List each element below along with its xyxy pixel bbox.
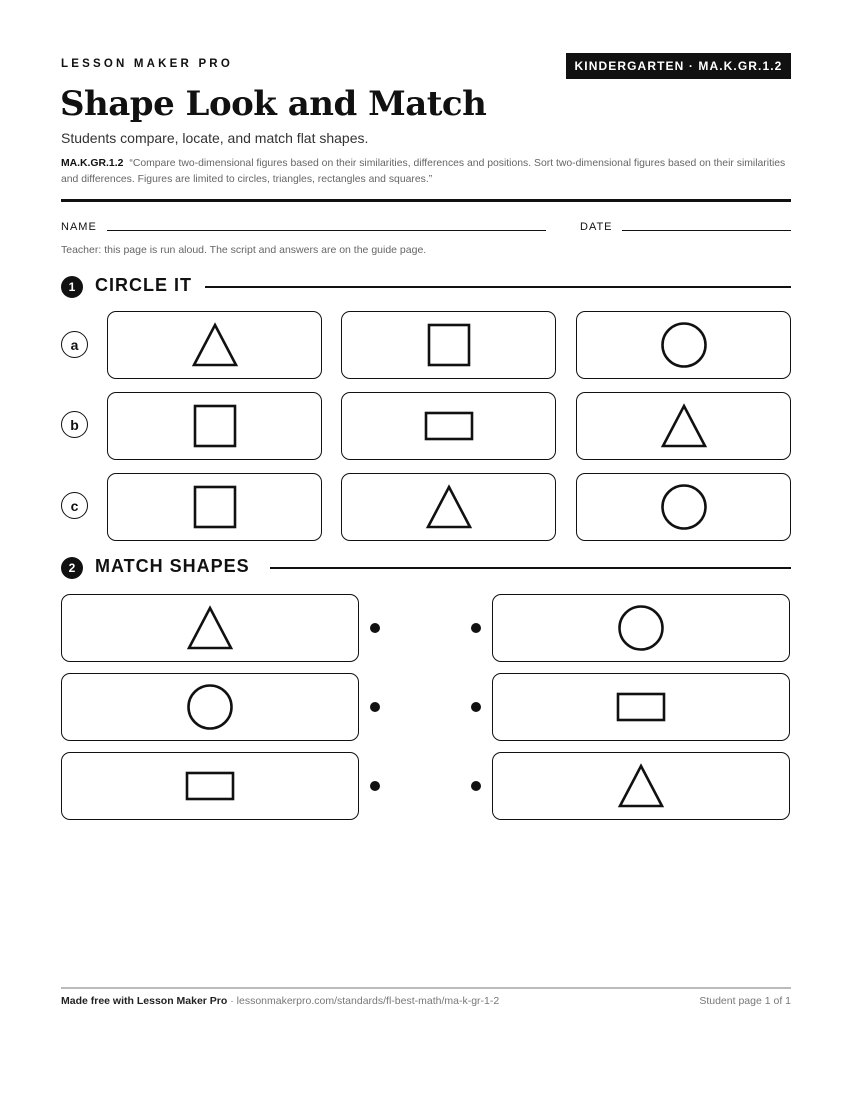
section-1-rule [205,286,791,288]
section-1-title: CIRCLE IT [95,275,192,295]
circle-it-b1-box[interactable] [107,392,322,460]
match-left-3-dot[interactable] [370,781,380,791]
rectangle-shape-icon [616,692,666,722]
triangle-shape-icon [617,763,665,809]
circle-shape-icon [660,321,708,369]
circle-it-a3-box[interactable] [576,311,791,379]
triangle-shape-icon [660,403,708,449]
section-2-rule [270,567,791,569]
date-label: DATE [580,221,613,233]
header-divider [61,199,791,202]
match-left-2-box[interactable] [61,673,359,741]
section-2-title: MATCH SHAPES [95,556,250,576]
circle-it-c3-box[interactable] [576,473,791,541]
page-subtitle: Students compare, locate, and match flat shapes. [61,130,369,146]
match-right-2-box[interactable] [492,673,790,741]
square-shape-icon [193,404,237,448]
name-field[interactable] [107,230,546,231]
circle-it-c2-box[interactable] [341,473,556,541]
match-right-1-box[interactable] [492,594,790,662]
standard-text: “Compare two-dimensional figures based on their similarities, differences and positions. Sort two-dimensional figures based on their similarities and differences. Figures are limited to circles, triangles, rectangles and squares.” [61,158,786,185]
circle-shape-icon [186,683,234,731]
row-a-label: a [61,331,88,358]
match-right-2-dot[interactable] [471,702,481,712]
circle-it-b2-box[interactable] [341,392,556,460]
match-right-3-dot[interactable] [471,781,481,791]
teacher-note: Teacher: this page is run aloud. The script and answers are on the guide page. [61,244,427,256]
brand-name: LESSON MAKER PRO [61,58,233,70]
date-field[interactable] [622,230,791,231]
match-right-3-box[interactable] [492,752,790,820]
square-shape-icon [193,485,237,529]
circle-it-a1-box[interactable] [107,311,322,379]
match-left-3-box[interactable] [61,752,359,820]
footer-divider [61,987,791,989]
rectangle-shape-icon [185,771,235,801]
footer-url[interactable]: · lessonmakerpro.com/standards/fl-best-math/ma-k-gr-1-2 [227,995,500,1007]
circle-it-b3-box[interactable] [576,392,791,460]
row-b-label: b [61,411,88,438]
triangle-shape-icon [191,322,239,368]
triangle-shape-icon [425,484,473,530]
section-2-number: 2 [61,557,83,579]
footer-made-with: Made free with Lesson Maker Pro [61,995,228,1007]
match-left-1-box[interactable] [61,594,359,662]
rectangle-shape-icon [424,411,474,441]
section-1-number: 1 [61,276,83,298]
grade-standard-badge: KINDERGARTEN · MA.K.GR.1.2 [566,53,791,79]
name-label: NAME [61,221,97,233]
circle-shape-icon [617,604,665,652]
page-title: Shape Look and Match [60,84,487,124]
match-left-1-dot[interactable] [370,623,380,633]
circle-shape-icon [660,483,708,531]
row-c-label: c [61,492,88,519]
standard-code: MA.K.GR.1.2 [61,158,124,169]
standard-description [61,156,791,188]
circle-it-a2-box[interactable] [341,311,556,379]
match-left-2-dot[interactable] [370,702,380,712]
triangle-shape-icon [186,605,234,651]
circle-it-c1-box[interactable] [107,473,322,541]
match-right-1-dot[interactable] [471,623,481,633]
footer-page-number: Student page 1 of 1 [699,995,791,1007]
footer-credit [61,995,499,1007]
square-shape-icon [427,323,471,367]
